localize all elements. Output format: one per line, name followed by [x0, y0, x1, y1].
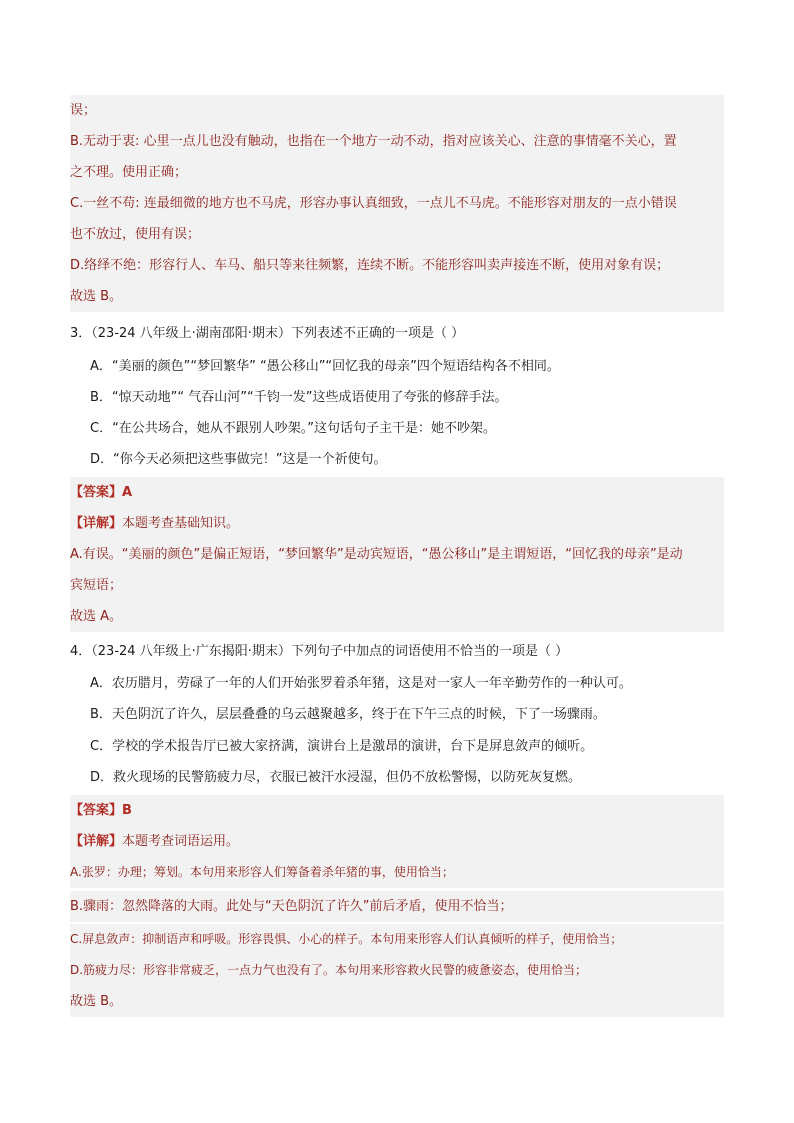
detail-label: 【详解】: [70, 834, 123, 849]
question-4-answer: [70, 795, 724, 826]
question-4-explanation-a: A.张罗：办理；筹划。本句用来形容人们筹备着杀年猪的事，使用恰当；: [70, 857, 724, 888]
question-3-explanation: 宾短语；: [70, 570, 724, 601]
question-4-option-b: B．天色阴沉了许久，层层叠叠的乌云越聚越多，终于在下午三点的时候，下了一场骤雨。: [90, 707, 606, 722]
question-4-conclusion: 故选 B。: [70, 986, 724, 1017]
answer-value: B: [122, 803, 132, 818]
question-3-detail: [70, 508, 724, 539]
question-3-option-a: A．“美丽的颜色”“梦回繁华” “愚公移山”“回忆我的母亲”四个短语结构各不相同。: [90, 359, 560, 374]
explanation-option-c: C.一丝不苟: 连最细微的地方也不马虎，形容办事认真细致，一点儿不马虎。不能形容对朋友的一点小错误: [70, 188, 724, 219]
question-3-answer: [70, 477, 724, 508]
explanation-conclusion: 故选 B。: [70, 281, 724, 312]
question-3-option-b: B．“惊天动地”“ 气吞山河”“千钧一发”这些成语使用了夸张的修辞手法。: [90, 390, 508, 405]
question-4-option-a: A．农历腊月，劳碌了一年的人们开始张罗着杀年猪，这是对一家人一年辛勤劳作的一种认可。: [90, 676, 632, 691]
question-4-stem: 4．（23-24 八年级上·广东揭阳·期末）下列句子中加点的词语使用不恰当的一项是（ ）: [70, 644, 569, 659]
detail-text: 本题考查词语运用。: [122, 834, 240, 849]
question-3-option-d: D．“你今天必须把这些事做完！”这是一个祈使句。: [90, 452, 387, 467]
detail-text: 本题考查基础知识。: [122, 516, 240, 531]
explanation-line: 误；: [70, 95, 724, 126]
question-4-explanation-b: B.骤雨：忽然降落的大雨。此处与“天色阴沉了许久”前后矛盾，使用不恰当；: [70, 891, 724, 922]
question-3-explanation: A.有误。“美丽的颜色”是偏正短语，“梦回繁华”是动宾短语，“愚公移山”是主谓短语，“回忆我的母亲”是动: [70, 539, 724, 570]
question-4-option-c: C．学校的学术报告厅已被大家挤满，演讲台上是激昂的演讲，台下是屏息敛声的倾听。: [90, 739, 594, 754]
explanation-line: 之不理。使用正确；: [70, 157, 724, 188]
question-4-explanation-d: D.筋疲力尽：形容非常疲乏，一点力气也没有了。本句用来形容救火民警的疲惫姿态，使用恰当；: [70, 955, 724, 986]
explanation-option-d: D.络绎不绝：形容行人、车马、船只等来往频繁，连续不断。不能形容叫卖声接连不断，使用对象有误；: [70, 250, 724, 281]
question-3-stem: 3．（23-24 八年级上·湖南邵阳·期末）下列表述不正确的一项是（ ）: [70, 326, 465, 341]
explanation-option-b: B.无动于衷: 心里一点儿也没有触动，也指在一个地方一动不动，指对应该关心、注意的事情毫不关心，置: [70, 126, 724, 157]
explanation-line: 也不放过，使用有误；: [70, 219, 724, 250]
question-4-option-d: D．救火现场的民警筋疲力尽，衣服已被汗水浸湿，但仍不放松警惕，以防死灰复燃。: [90, 770, 582, 785]
question-3-conclusion: 故选 A。: [70, 601, 724, 632]
answer-label: 【答案】: [70, 803, 123, 818]
question-3-option-c: C．“在公共场合，她从不跟别人吵架。”这句话句子主干是：她不吵架。: [90, 421, 497, 436]
detail-label: 【详解】: [70, 516, 123, 531]
answer-label: 【答案】: [70, 485, 123, 500]
question-4-explanation-c: C.屏息敛声：抑制语声和呼吸。形容畏惧、小心的样子。本句用来形容人们认真倾听的样子，使用恰当；: [70, 924, 724, 955]
answer-value: A: [122, 485, 133, 500]
question-4-detail: [70, 826, 724, 857]
